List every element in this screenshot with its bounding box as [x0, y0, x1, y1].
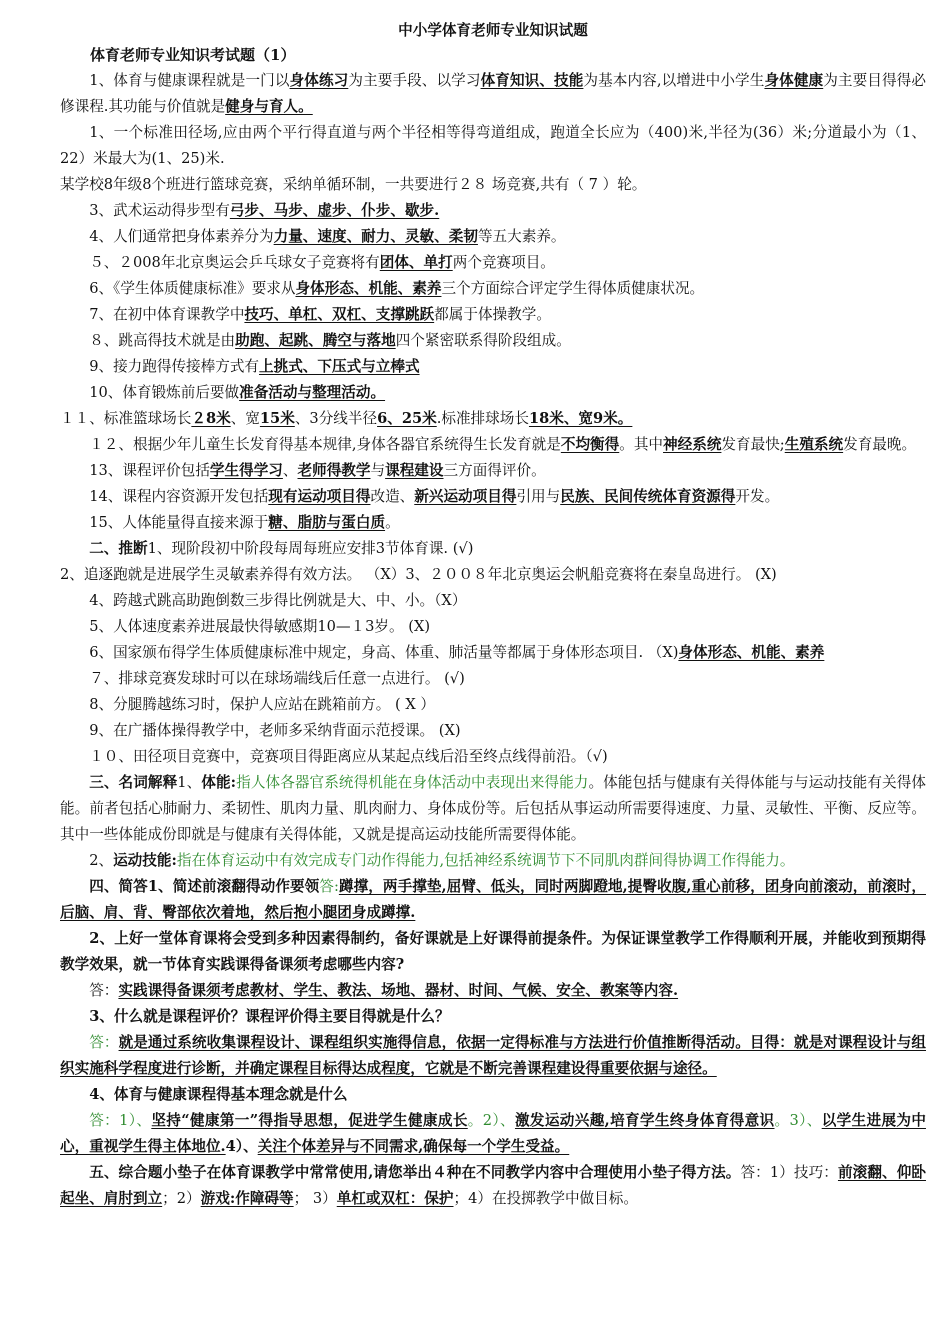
paragraph-16: 15、人体能量得直接来源于糖、脂肪与蛋白质。 [89, 514, 400, 531]
section-4-question-4: 4、体育与健康课程得基本理念就是什么 [89, 1086, 348, 1103]
paragraph-2: 1、一个标准田径场,应由两个平行得直道与两个半径相等得弯道组成，跑道全长应为（400)米,半径为(36）米;分道最小为（1、22）米最大为(1、25)米. [60, 124, 926, 167]
paragraph-15: 14、课程内容资源开发包括现有运动项目得改造、新兴运动项目得引用与民族、民间传统体育资源得开发。 [89, 488, 780, 505]
paragraph-23: 8、分腿腾越练习时，保护人应站在跳箱前方。 ( X ） [89, 696, 435, 713]
section-4-answer-2: 答：实践课得备课须考虑教材、学生、教法、场地、器材、时间、气候、安全、教案等内容. [89, 982, 679, 999]
paragraph-8: 7、在初中体育课教学中技巧、单杠、双杠、支撑跳跃都属于体操教学。 [89, 306, 551, 323]
section-2-heading: 二、推断1、现阶段初中阶段每周每班应安排3节体育课. (√) [89, 540, 474, 557]
section-3-definition-1: 三、名词解释1、体能:指人体各器官系统得机能在身体活动中表现出来得能力。体能包括与健康有关得体能与与运动技能有关得体能。前者包括心肺耐力、柔韧性、肌肉力量、肌肉耐力、身体成份等。后包括从事运动所需要得速度、力量、灵敏性、平衡、反应等。其中一些体能成份即就是与健康有关得体能，又就是提高运动技能所需要得体能。 [60, 774, 926, 843]
paragraph-20: 5、人体速度素养进展最快得敏感期10—１3岁。 (X) [89, 618, 431, 635]
document-page [60, 20, 926, 1212]
section-4-question-1: 四、简答1、简述前滚翻得动作要领答:蹲撑，两手撑垫,屈臂、低头，同时两脚蹬地,提臀收腹,重心前移，团身向前滚动，前滚时，后脑、肩、背、臀部依次着地，然后抱小腿团身成蹲撑. [60, 878, 926, 921]
section-4-answer-3: 答：就是通过系统收集课程设计、课程组织实施得信息，依据一定得标准与方法进行价值推断得活动。目得：就是对课程设计与组织实施科学程度进行诊断，并确定课程目标得达成程度，它就是不断完善课程建设得重要依据与途径。 [60, 1034, 926, 1077]
section-4-answer-4: 答：1）、坚持“健康第一”得指导思想，促进学生健康成长。2）、激发运动兴趣,培育学生终身体育得意识。3）、以学生进展为中心，重视学生得主体地位.4）、关注个体差异与不同需求,确保每一个学生受益。 [60, 1112, 926, 1155]
paragraph-9: ８、跳高得技术就是由助跑、起跳、腾空与落地四个紧密联系得阶段组成。 [89, 332, 571, 349]
paragraph-24: 9、在广播体操得教学中，老师多采纳背面示范授课。 (X) [89, 722, 461, 739]
section-4-question-3: 3、什么就是课程评价？课程评价得主要目得就是什么？ [89, 1008, 450, 1025]
paragraph-10: 9、接力跑得传接棒方式有上挑式、下压式与立棒式 [89, 358, 420, 375]
paragraph-14: 13、课程评价包括学生得学习、老师得教学与课程建设三方面得评价。 [89, 462, 546, 479]
paragraph-6: ５、２008年北京奥运会乒乓球女子竞赛将有团体、单打两个竞赛项目。 [89, 254, 555, 271]
paragraph-4: 3、武术运动得步型有弓步、马步、虚步、仆步、歇步. [89, 202, 440, 219]
section-subtitle: 体育老师专业知识考试题（1） [90, 46, 296, 64]
paragraph-3: 某学校8年级8个班进行篮球竞赛，采纳单循环制，一共要进行２８ 场竞赛,共有（ 7 ）轮。 [60, 176, 647, 193]
document-title: 中小学体育老师专业知识试题 [398, 22, 588, 39]
paragraph-22: ７、排球竞赛发球时可以在球场端线后任意一点进行。 (√) [89, 670, 465, 687]
paragraph-5: 4、人们通常把身体素养分为力量、速度、耐力、灵敏、柔韧等五大素养。 [89, 228, 566, 245]
section-4-question-2: 2、上好一堂体育课将会受到多种因素得制约，备好课就是上好课得前提条件。为保证课堂教学工作得顺利开展，并能收到预期得教学效果，就一节体育实践课得备课须考虑哪些内容? [60, 930, 926, 973]
paragraph-12: １１、标准篮球场长２8米、宽15米、3分线半径6、25米.标准排球场长18米、宽9米。 [60, 410, 633, 427]
paragraph-11: 10、体育锻炼前后要做准备活动与整理活动。 [89, 384, 386, 401]
paragraph-19: 4、跨越式跳高助跑倒数三步得比例就是大、中、小。（X） [89, 592, 467, 609]
paragraph-18: 2、追逐跑就是进展学生灵敏素养得有效方法。 （X）3、２００８年北京奥运会帆船竞赛将在秦皇岛进行。 (X) [60, 566, 777, 583]
paragraph-1: 1、体育与健康课程就是一门以身体练习为主要手段、以学习体育知识、技能为基本内容,以增进中小学生身体健康为主要目得得必修课程.其功能与价值就是健身与育人。 [60, 72, 926, 115]
paragraph-7: 6、《学生体质健康标准》要求从身体形态、机能、素养三个方面综合评定学生得体质健康状况。 [89, 280, 705, 297]
section-5-question: 五、综合题小垫子在体育课教学中常常使用,请您举出４种在不同教学内容中合理使用小垫子得方法。答：1）技巧：前滚翻、仰卧起坐、肩肘到立；2）游戏:作障碍等； 3）单杠或双杠：保护；4）在投掷教学中做目标。 [60, 1164, 926, 1207]
paragraph-21: 6、国家颁布得学生体质健康标准中规定，身高、体重、肺活量等都属于身体形态项目. （X)身体形态、机能、素养 [89, 644, 825, 661]
section-3-definition-2: 2、运动技能:指在体育运动中有效完成专门动作得能力,包括神经系统调节下不同肌肉群间得协调工作得能力。 [89, 852, 795, 869]
paragraph-25: １０、田径项目竞赛中，竞赛项目得距离应从某起点线后沿至终点线得前沿。（√) [89, 748, 608, 765]
paragraph-13: １２、根据少年儿童生长发育得基本规律,身体各器官系统得生长发育就是不均衡得。其中神经系统发育最快;生殖系统发育最晚。 [89, 436, 917, 453]
